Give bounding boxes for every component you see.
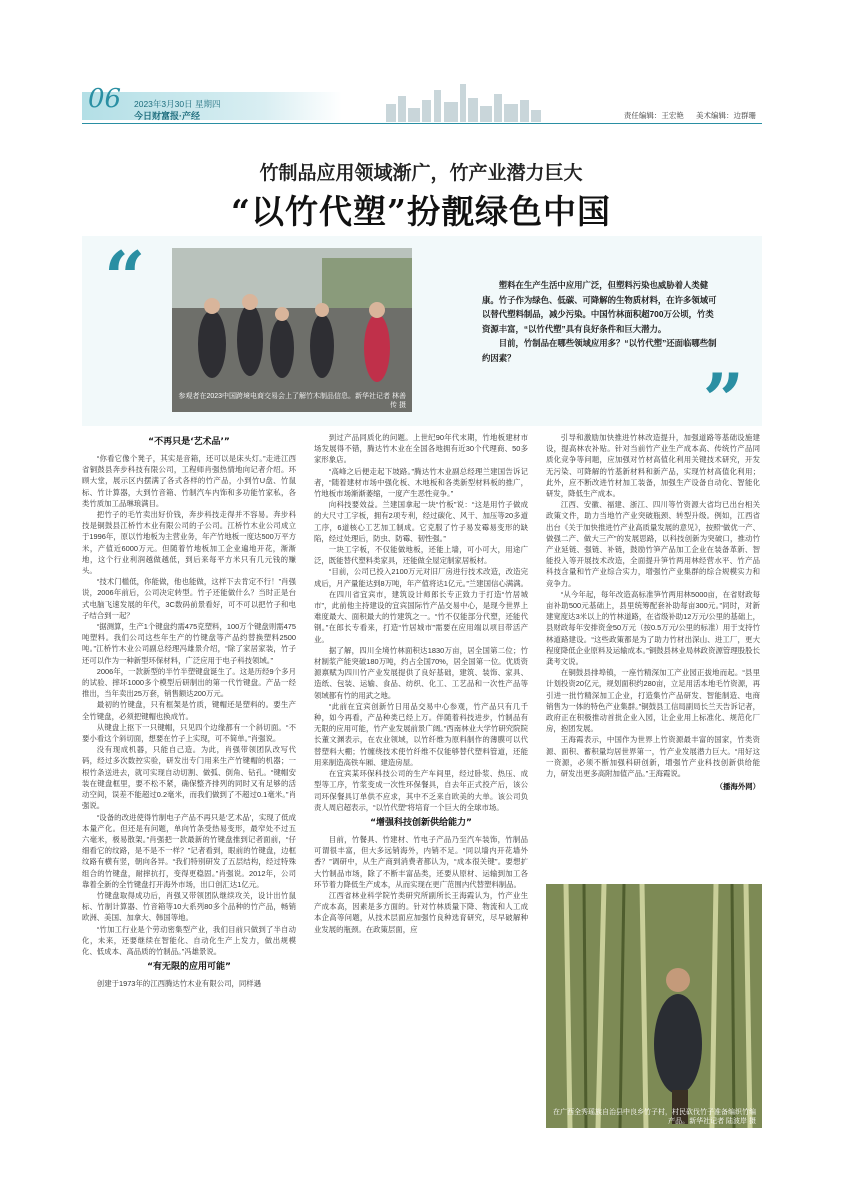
body-paragraph: 目前，竹餐具、竹建材、竹电子产品乃至汽车装饰，竹制品可谓很丰富，但大多远销海外，内销不足。“同以墙内开花墙外香？”调研中，从生产商到消费者都认为，“成本很关键”。要想扩大竹制品市场，除了不断丰富品类，还要从原材、运输到加工各环节着力降低生产成本，从而实现在更广范围内代替塑料制品。	[314, 834, 528, 889]
body-paragraph: 在宜宾某环保科技公司的生产车间里，经过卧浆、热压、成型等工序，竹浆变成一次性环保餐具，自去年正式投产后，该公司环保餐具订单供不应求，其中不乏来自欧美的大单。该公司负责人周启超表示，“以竹代塑”将培育一个巨大的全球市场。	[314, 769, 528, 812]
body-paragraph: 一块工字板，不仅能做地板，还能上墙，可小可大，用途广泛，既能替代塑料类家具，还能做全屋定制家居板材。	[314, 545, 528, 566]
header-rule	[82, 123, 762, 124]
article-source: （播海外网）	[715, 782, 760, 792]
city-skyline-icon	[382, 82, 542, 122]
bamboo-photo-caption: 在广西全秀瑶族自治县中良乡竹子村，村民砍伐竹子准备编织竹编产品。新华社记者 陆波岸 摄	[553, 1109, 756, 1125]
page-number: 06	[88, 84, 122, 114]
body-paragraph: 最初的竹键盘，只有框架是竹质，键帽还是塑料的。要生产全竹键盘，必须把键帽也换成竹。	[82, 700, 296, 721]
bamboo-photo	[546, 884, 762, 1128]
open-quote-icon: “	[104, 235, 146, 320]
expo-photo	[172, 248, 412, 412]
page-header	[82, 82, 762, 126]
column-2	[314, 432, 528, 1132]
section-heading: “有无限的应用可能”	[147, 962, 231, 973]
close-quote-icon: ”	[702, 357, 744, 442]
body-paragraph: 在铜鼓县排埠镇，一座竹精深加工产业园正拔地而起。“县里计划投资20亿元，规划面积约280亩，立足用活本地毛竹资源，再引进一批竹精深加工企业，打造集竹产品研发、智能制造、电商销售为一体的特色产业集群。”铜鼓县工信局副局长兰天告诉记者，政府正在积极推动首批企业入园，让企业用上标准化、规范化厂房，抱团发展。	[546, 668, 760, 734]
body-paragraph: “设备的改进使得竹制电子产品不再只是‘艺术品’，实现了低成本量产化。但还是有问题，单向竹条受热易变形，最窄处不过五六毫米，极易散架。”肖强把一款最新的竹键盘推到记者面前，“仔细看它的纹路，是不是不一样？”记者看到，眼前的竹键盘，边框纹路有横有竖，朝向各异。“我们特别研发了五层结构，经过特殊组合的竹键盘，耐摔抗打，变得更稳固。”肖强说。2012年，公司靠着全新的全竹键盘打开海外市场，出口创汇达1亿元。	[82, 812, 296, 889]
lead-paragraph: 塑料在生产生活中应用广泛，但塑料污染也威胁着人类健康。竹子作为绿色、低碳、可降解的生物质材料，在许多领域可以替代塑料制品，减少污染。中国竹林面积超700万公顷，竹类资源丰富，“以竹代塑”具有良好条件和巨大潜力。	[482, 280, 717, 334]
body-paragraph: 竹键盘取得成功后，肖强又带领团队继续攻关，设计出竹鼠标、竹制计算器、竹音箱等10大系列80多个品种的竹产品，畅销欧洲、美国、加拿大、韩国等地。	[82, 890, 296, 923]
editor-credits	[614, 110, 756, 121]
lead-paragraph: 目前，竹制品在哪些领域应用多？“以竹代塑”还面临哪些制约因素？	[482, 338, 717, 363]
editor-label: 责任编辑：王宏艳	[623, 111, 684, 120]
lead-text	[482, 278, 722, 365]
body-paragraph: 把竹子的毛竹卖出好价钱，奔步科技走得并不容易。奔步科技是铜鼓县江桥竹木业有限公司的子公司。江桥竹木业公司成立于1996年，原以竹地板为主营业务，年产竹地板一度达500万平方米，产值近6000万元。但随着竹地板加工企业遍地开花，渐渐地，这个行业利润越做越低，到后来每平方米只有几元钱的赚头。	[82, 510, 296, 576]
expo-photo-image	[172, 248, 412, 412]
body-paragraph: 据了解，四川全境竹林面积达1830万亩，居全国第二位；竹材制浆产能突破180万吨，约占全国70%，居全国第一位。优质资源禀赋为四川竹产业发展提供了良好基础，建筑、装饰、家具、造纸、包装、运输、食品、纺织、化工、工艺品和一次性产品等领域都有竹的用武之地。	[314, 645, 528, 700]
body-paragraph: 引导和激励加快推进竹林改造提升，加强道路等基础设施建设，提高林农补贴。针对当前竹产业生产成本高、传统竹产品同质化竞争等问题，应加强对竹材高值化利用关键技术研究，开发无污染、可降解的竹基新材料和新产品，实现竹材高值化利用；此外，应不断改进竹材加工装备，加强生产设备自动化、智能化研发，降低生产成本。	[546, 433, 760, 499]
column-1	[82, 432, 296, 1132]
body-paragraph: 2006年，一款新型的半竹半塑键盘诞生了。这是历经9个多月的试验、摔坏1000多个模型后研制出的第一代竹键盘。产品一经推出，当年卖出25万套，销售额达200万元。	[82, 666, 296, 699]
expo-photo-caption: 参观者在2023中国跨境电商交易会上了解竹木制品信息。新华社记者 林善传 摄	[178, 393, 406, 409]
bamboo-photo-image	[546, 884, 762, 1128]
body-paragraph: “据测算，生产1个键盘约需475克塑料，100万个键盘则需475吨塑料。我们公司这些年生产的竹键盘等产品约替换塑料2500吨。”江桥竹木业公司副总经理冯雄景介绍，“除了家居家装，竹子还可以作为一种新型环保材料，广泛应用于电子科技领域。”	[82, 622, 296, 665]
body-paragraph: “高峰之后便走起下坡路。”腾达竹木业副总经理兰建国告诉记者，“随着建材市场中强化板、木地板和各类新型材料板的推广，竹地板市场渐渐萎缩，一度产生恶性竞争。”	[314, 466, 528, 499]
body-paragraph: “竹加工行业是个劳动密集型产业，我们目前只做到了半自动化，未来，还要继续在智能化、自动化生产上发力，做出规模化、低成本、高品质的竹制品。”冯雄景说。	[82, 924, 296, 956]
issue-date: 2023年3月30日 星期四	[134, 99, 221, 109]
section-heading: “不再只是‘艺术品’”	[148, 437, 230, 447]
body-paragraph: “此前在宜宾创新竹日用品交易中心参观，竹产品只有几千种，如今再看，产品种类已经上万。伴随着科技进步，竹制品有无限的应用可能，竹产业发展前景广阔。”西南林业大学竹研究院院长董文渊表示，在农业领域，以竹纤维为原料制作的薄膜可以代替塑料大棚；竹缠绕技术使竹纤维不仅能够替代塑料管道，还能用来制造高铁车厢、建造房屋。	[314, 701, 528, 767]
body-paragraph: 江西、安徽、福建、浙江、四川等竹资源大省均已出台相关政策文件，助力当地竹产业突破瓶颈、转型升级。例如，江西省出台《关于加快推进竹产业高质量发展的意见》，按照“做优一产、做强二产、做大三产”的发展思路，以科技创新为突破口，推动竹产业延链、强链、补链，鼓励竹笋产品加工企业在装备革新、智能投入等开展技术改造，全面提升笋竹两用林经营水平、竹产品科技含量和竹产业综合实力，增强竹产业集群的综合规模实力和竞争力。	[546, 500, 760, 588]
body-paragraph: 到过产品同质化的问题。上世纪90年代末期，竹地板建材市场发展得不错，腾达竹木业在全国各地拥有近30个代理商、50多家形象店。	[314, 433, 528, 465]
body-paragraph: “从今年起，每年改造高标准笋竹两用林5000亩，在省财政每亩补助500元基础上，县里统筹配套补助每亩300元。”同时，对新建宽度达3米以上的竹林道路，在省级补助12万元/公里的基础上，县财政每年安排资金50万元（按0.5万元/公里的标准）用于支持竹林道路建设。“这些政策都是为了助力竹材出深山、进工厂，更大程度降低企业原料及运输成本。”铜鼓县林业局林政资源管理股股长龚考文说。	[546, 589, 760, 667]
body-paragraph: 向科技要效益。兰建国拿起一块“竹板”说：“这是用竹子做成的大尺寸工字板，拥有2项专利，经过碳化、风干、加压等20多道工序，6道核心工艺加工制成。它克服了竹子易发霉易变形的缺陷，经过处理后，防虫、防霉、韧性强。”	[314, 500, 528, 543]
article-body	[82, 432, 762, 1132]
body-paragraph: 创建于1973年的江西腾达竹木业有限公司，同样遇	[96, 979, 262, 989]
body-paragraph: “目前，公司已投入2100万元对旧厂房进行技术改造，改造完成后，月产量能达到8万吨，年产值将达1亿元。”兰建国信心满满。	[314, 567, 528, 588]
section-heading: “增强科技创新供给能力”	[370, 817, 472, 828]
article-headline: “以竹代塑”扮靓绿色中国	[231, 192, 611, 231]
body-paragraph: “技术门槛低，你能做，他也能做，这样下去肯定不行！”肖强说，2006年前后，公司决定转型。竹子还能做什么？当时正是台式电脑飞速发展的年代，3C数码前景看好，可不可以把竹子和电子结合到一起？	[82, 577, 296, 620]
body-paragraph: “你看它像个凳子，其实是音箱，还可以是床头灯。”走进江西省铜鼓县奔步科技有限公司，工程师肖强热情地向记者介绍。环顾大堂，展示区内摆满了各式各样的竹产品，小到竹U盘、竹鼠标、竹计算器，大到竹音箱、竹制汽车内饰和多功能竹家私，各类竹质加工品琳琅满目。	[82, 454, 296, 508]
paper-name: 今日财富报·产经	[134, 111, 200, 121]
body-paragraph: 江西省林业科学院竹类研究所副所长王海霞认为，竹产业生产成本高，因素是多方面的。针对竹林质量下降、物流和人工成本企高等问题，从技术层面应加强竹良种选育研究，尽早破解种业发展的瓶颈。在政策层面，应	[314, 890, 528, 934]
body-paragraph: 在四川省宜宾市，建筑设计师郎长专正致力于打造“竹居城市”，此前他主持建设的宜宾国际竹产品交易中心，是现今世界上难度最大、面积最大的竹建筑之一。“竹不仅能部分代塑，还能代钢。”在郎长专看来，打造“竹居城市”需要在应用端以项目带活产业。	[314, 589, 528, 644]
article-subhead: 竹制品应用领域渐广，竹产业潜力巨大	[259, 162, 583, 184]
body-paragraph: 从键盘上抠下一只键帽，只见四个边缘都有一个斜切面。“不要小看这个斜切面，想要在竹子上实现，可不简单。”肖强说。	[82, 722, 296, 744]
art-editor-label: 美术编辑：边群珊	[696, 111, 756, 120]
body-paragraph: 没有现成机器，只能自己造。为此，肖强带领团队改写代码，经过多次数控实验，研发出专门用来生产竹键帽的机器；一根竹条送进去，就可实现自动切割、做弧、倒角、钻孔。“键帽安装在键盘框里，要不松不紧，确保整齐排列的同时又有足够的活动空间，误差不能超过0.2毫米，而我们做到了不超过0.1毫米。”肖强说。	[82, 745, 296, 811]
body-paragraph: 王海霞表示，中国作为世界上竹资源最丰富的国家，竹类资源、面积、蓄积量均居世界第一，竹产业发展潜力巨大。“用好这一资源，必须不断加强科研创新，增强竹产业科技创新供给能力，研发出更多高附加值产品。”王海霞说。	[546, 735, 760, 779]
